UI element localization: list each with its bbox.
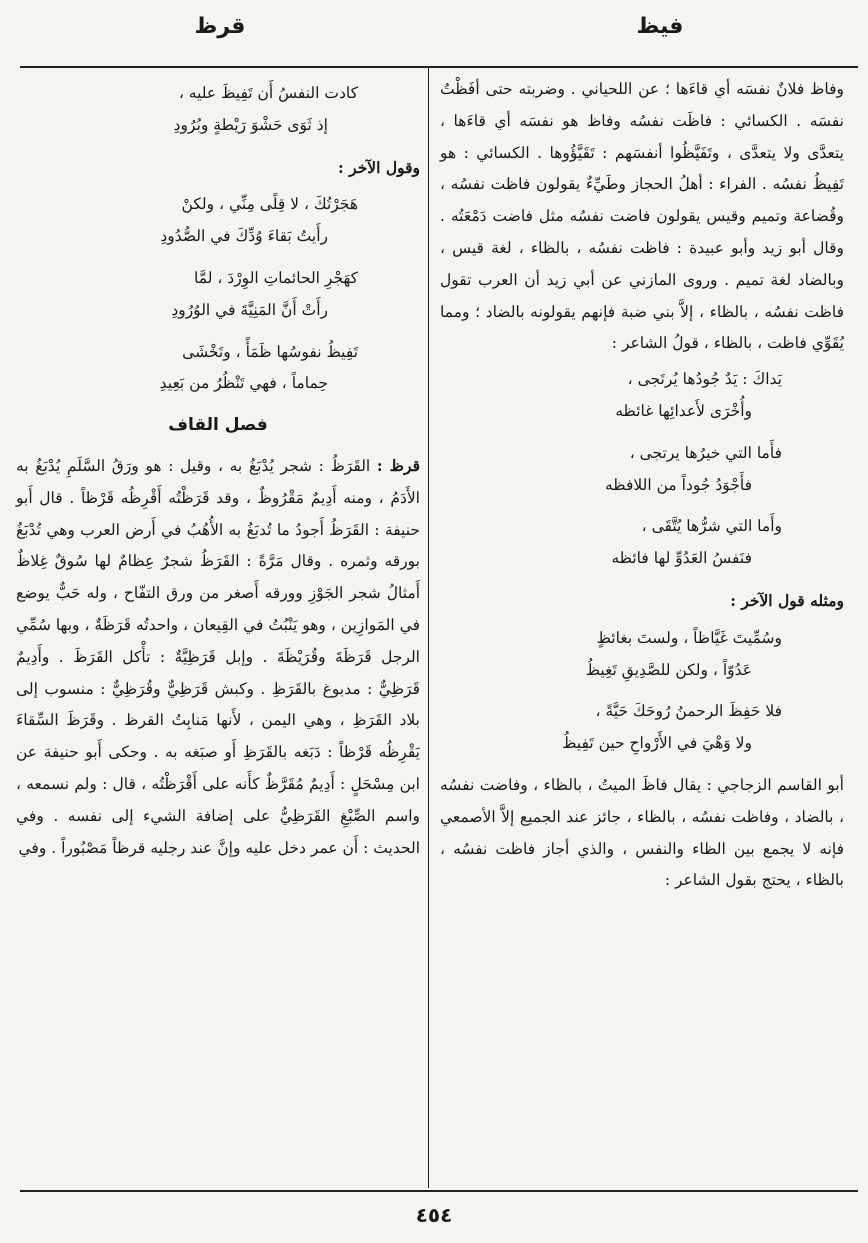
verse-line: رأَتْ أَنَّ المَنِيَّةَ في الوُرُودِ xyxy=(171,300,328,319)
verse-line: فنَفسُ العَدُوِّ لها فائظه xyxy=(611,549,752,568)
left-verse-0 xyxy=(16,78,420,142)
verse-line: ولا وَهْيَ في الأَرْواحِ حين تَفِيظُ xyxy=(562,734,752,753)
verse-line: وسُمِّيتَ غَيَّاظاً ، ولستَ بغائظٍ xyxy=(596,628,782,647)
verse-line: إذ ثَوَى حَشْوَ رَيْطةٍ وبُرُودِ xyxy=(173,115,328,134)
verse-line: عَدُوّاً ، ولكن للصَّدِيقِ تَغِيظُ xyxy=(585,660,752,679)
verse-line: فأَما التي خيرُها يرتجى ، xyxy=(629,443,782,462)
right-verse-2 xyxy=(440,438,844,502)
left-column xyxy=(16,74,420,864)
bottom-rule xyxy=(20,1190,858,1192)
right-column xyxy=(440,74,844,897)
right-verse-3 xyxy=(440,511,844,575)
section-title: فصل القاف xyxy=(168,415,268,436)
verse-line: فلا حَفِظَ الرحمنُ رُوحَكَ حَيَّةً ، xyxy=(595,702,782,721)
verse-line: كهَجْرِ الحائماتِ الوِرْدَ ، لمَّا xyxy=(194,268,358,287)
right-intro-2: ومثله قول الآخر : xyxy=(730,590,844,610)
verse-line: هَجَرْتُكَ ، لا قِلًى مِنِّي ، ولكنْ xyxy=(181,195,358,214)
right-verse-1 xyxy=(440,364,844,428)
entry-qrz xyxy=(16,450,420,864)
verse-line: تَفِيظُ نفوسُها ظَمَأً ، وتَخْشَى xyxy=(182,342,358,361)
right-paragraph-1: وفاظ فلانٌ نفسَه أي قاءَها ؛ عن اللحياني . وضربته حتى أفَظْتُ نفسَه . الكسائي : فاظَت نفسُه وفاظ هو نفسَه أي قاءَها ، يتعدَّى ولا يتعدَّى ، وتَفَيَّظُوا أنفسَهم : تَقَيَّؤُوها . الكسائي : هو تَفِيظُ نفسُه . الفراء : أهلُ الحجاز وطَيِّءٌ يقولون فاظت نفسُه ، وقُضاعة وتميم وقيس يقولون فاضت نفسُه مثل فاضت دَمْعَتُه . وقال أبو زيد وأبو عبيدة : فاظت نفسُه ، بالظاء ، لغة قيس ، وبالضاد لغة تميم . وروى المازني عن أبي زيد أن العرب تقول فاظت نفسُه ، بالظاء ، إلاَّ بني ضبة فإنهم يقولونه بالضاد ؛ ومما يُقَوِّي فاظت ، بالظاء ، قولُ الشاعر : xyxy=(440,80,844,353)
header-right-root: فيظ xyxy=(636,14,684,39)
verse-line: وأُخْرَى لأَعدائِها غائظه xyxy=(615,401,752,420)
verse-line: حِماماً ، فهي تَنْظُرُ من بَعِيدِ xyxy=(159,374,328,393)
left-verse-1 xyxy=(16,189,420,253)
verse-line: وأَما التي شرُّها يُتَّقَى ، xyxy=(641,517,782,536)
verse-line: فأَجْوَدُ جُوداً من اللافظه xyxy=(604,475,752,494)
header-left-root: قرظ xyxy=(194,14,246,39)
left-intro-1: وقول الآخر : xyxy=(338,157,420,177)
entry-headword: قرظ : xyxy=(376,455,420,475)
right-paragraph-2: أبو القاسم الزجاجي : يقال فاظَ الميتُ ، بالظاء ، وفاضت نفسُه ، بالضاد ، وفاظت نفسُه ، بالظاء ، جائز عند الجميع إلاَّ الأصمعي فإنه لا يجمع بين الظاء والنفس ، والذي أجاز فاظت نفسُه ، بالظاء ، يحتج بقول الشاعر : xyxy=(440,775,844,890)
column-separator xyxy=(428,68,429,1188)
left-verse-3 xyxy=(16,337,420,401)
page-number: ٤٥٤ xyxy=(415,1203,453,1227)
left-verse-2 xyxy=(16,263,420,327)
verse-line: كادت النفسُ أَن تَفِيظَ عليه ، xyxy=(178,84,358,102)
top-rule xyxy=(20,66,858,68)
right-verse-4 xyxy=(440,623,844,687)
verse-line: رأَيتُ بَقاءَ وُدِّكَ في الصُّدُودِ xyxy=(160,227,328,246)
entry-text: القَرَظُ : شجر يُدْبَغُ به ، وقيل : هو ورَقُ السَّلَمِ يُدْبَغُ به الأَدَمُ ، ومنه أَدِيمٌ مَقْرُوظٌ ، وقد قَرَظْتُه أَقْرِظُه قَرْظاً . قال أَبو حنيفة : القَرَظُ أَجودُ ما تُدبَغُ به الأُهُبُ في أَرض العرب وهي تُدْبَغُ بورقه وثمره . وقال مَرَّةً : القَرَظُ شجرٌ عِظامٌ لها سُوقٌ غِلاظٌ أَمثالُ شجر الجَوْزِ وورقه أَصغر من ورق التفّاح ، وله حَبٌّ يوضع في المَوازِين ، وهو يَنْبُتُ في القِيعان ، واحدتُه قَرَظَةٌ ، وبها سُمِّي الرجل قَرَظَةَ وقُرَيْظَةَ . وإبل قَرَظِيَّةٌ : تأْكل القَرَظَ . وأَدِيمٌ قَرَظِيٌّ : مدبوغ بالقَرَظِ . وكبش قَرَظِيٌّ وقُرَظِيٌّ : منسوب إلى بلاد القَرَظِ ، وهي اليمن ، لأَنها مَنابِتُ القرظ . وقَرَظَ السِّقاءَ يَقْرِظُه قَرْظاً : دَبَغه بالقَرَظِ أَو صبَغه به . وحكى أَبو حنيفة عن ابن مِسْحَلٍ : أَدِيمٌ مُقَرَّظٌ كأَنه على أَقْرَظْتُه ، قال : ولم نسمعه ، واسم الصِّبْغِ القَرَظِيُّ على إضافة الشيء إلى نفسه . وفي الحديث : أَن عمر دخل عليه وإنَّ عند رجليه قرظاً مَصْبُوراً . وفي xyxy=(16,456,420,857)
right-verse-5 xyxy=(440,696,844,760)
verse-line: يَداكَ : يَدٌ جُودُها يُرتَجى ، xyxy=(627,370,782,389)
